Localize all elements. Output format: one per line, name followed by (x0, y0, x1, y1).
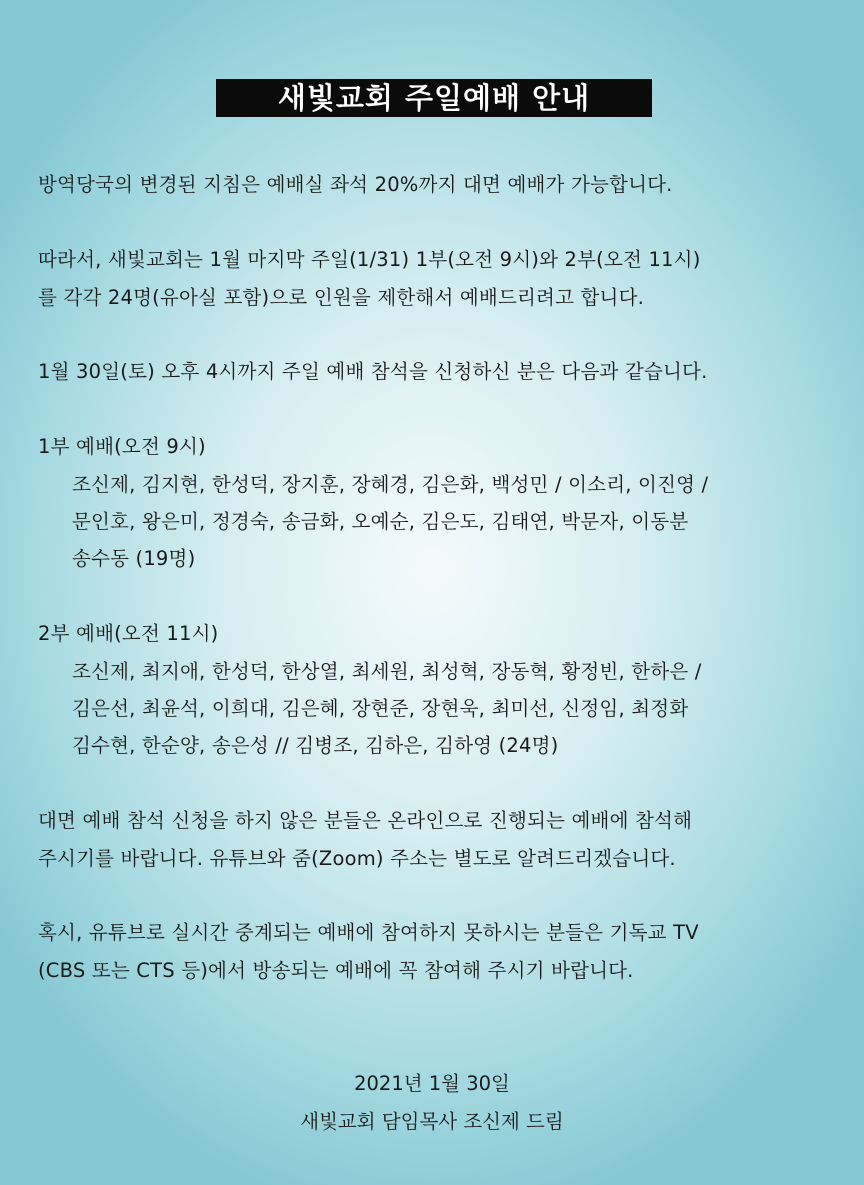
footer-date: 2021년 1월 30일 (354, 1072, 510, 1095)
service1-names-line: 문인호, 왕은미, 정경숙, 송금화, 오예순, 김은도, 김태연, 박문자, 이동분 (72, 510, 689, 533)
service1-names-line: 조신제, 김지현, 한성덕, 장지훈, 장혜경, 김은화, 백성민 / 이소리, 이진영 / (72, 473, 709, 496)
notice-line-1: 따라서, 새빛교회는 1월 마지막 주일(1/31) 1부(오전 9시)와 2부(오전 11시) (38, 248, 701, 271)
footer-signature: 새빛교회 담임목사 조신제 드림 (300, 1110, 564, 1133)
service2-heading: 2부 예배(오전 11시) (38, 622, 219, 645)
service1-heading: 1부 예배(오전 9시) (38, 435, 206, 458)
service2-names-line: 김수현, 한순양, 송은성 // 김병조, 김하은, 김하영 (24명) (72, 734, 559, 757)
registration-notice: 1월 30일(토) 오후 4시까지 주일 예배 참석을 신청하신 분은 다음과 같습니다. (38, 360, 708, 383)
online-notice-line-2: 주시기를 바랍니다. 유튜브와 줌(Zoom) 주소는 별도로 알려드리겠습니다. (38, 847, 676, 870)
service2-names-line: 김은선, 최윤석, 이희대, 김은혜, 장현준, 장현욱, 최미선, 신정임, 최정화 (72, 697, 689, 720)
notice-line-2: 를 각각 24명(유아실 포함)으로 인원을 제한해서 예배드리려고 합니다. (38, 286, 645, 309)
tv-notice-line-2: (CBS 또는 CTS 등)에서 방송되는 예배에 꼭 참여해 주시기 바랍니다. (38, 959, 634, 982)
service1-names-line: 송수동 (19명) (72, 547, 196, 570)
online-notice-line-1: 대면 예배 참석 신청을 하지 않은 분들은 온라인으로 진행되는 예배에 참석해 (38, 809, 693, 832)
service2-names-line: 조신제, 최지애, 한성덕, 한상열, 최세원, 최성혁, 장동혁, 황정빈, 한하은 / (72, 660, 702, 683)
page-title: 새빛교회 주일예배 안내 (216, 79, 652, 117)
intro-paragraph: 방역당국의 변경된 지침은 예배실 좌석 20%까지 대면 예배가 가능합니다. (38, 173, 673, 196)
tv-notice-line-1: 혹시, 유튜브로 실시간 중계되는 예배에 참여하지 못하시는 분들은 기독교 TV (38, 921, 699, 944)
